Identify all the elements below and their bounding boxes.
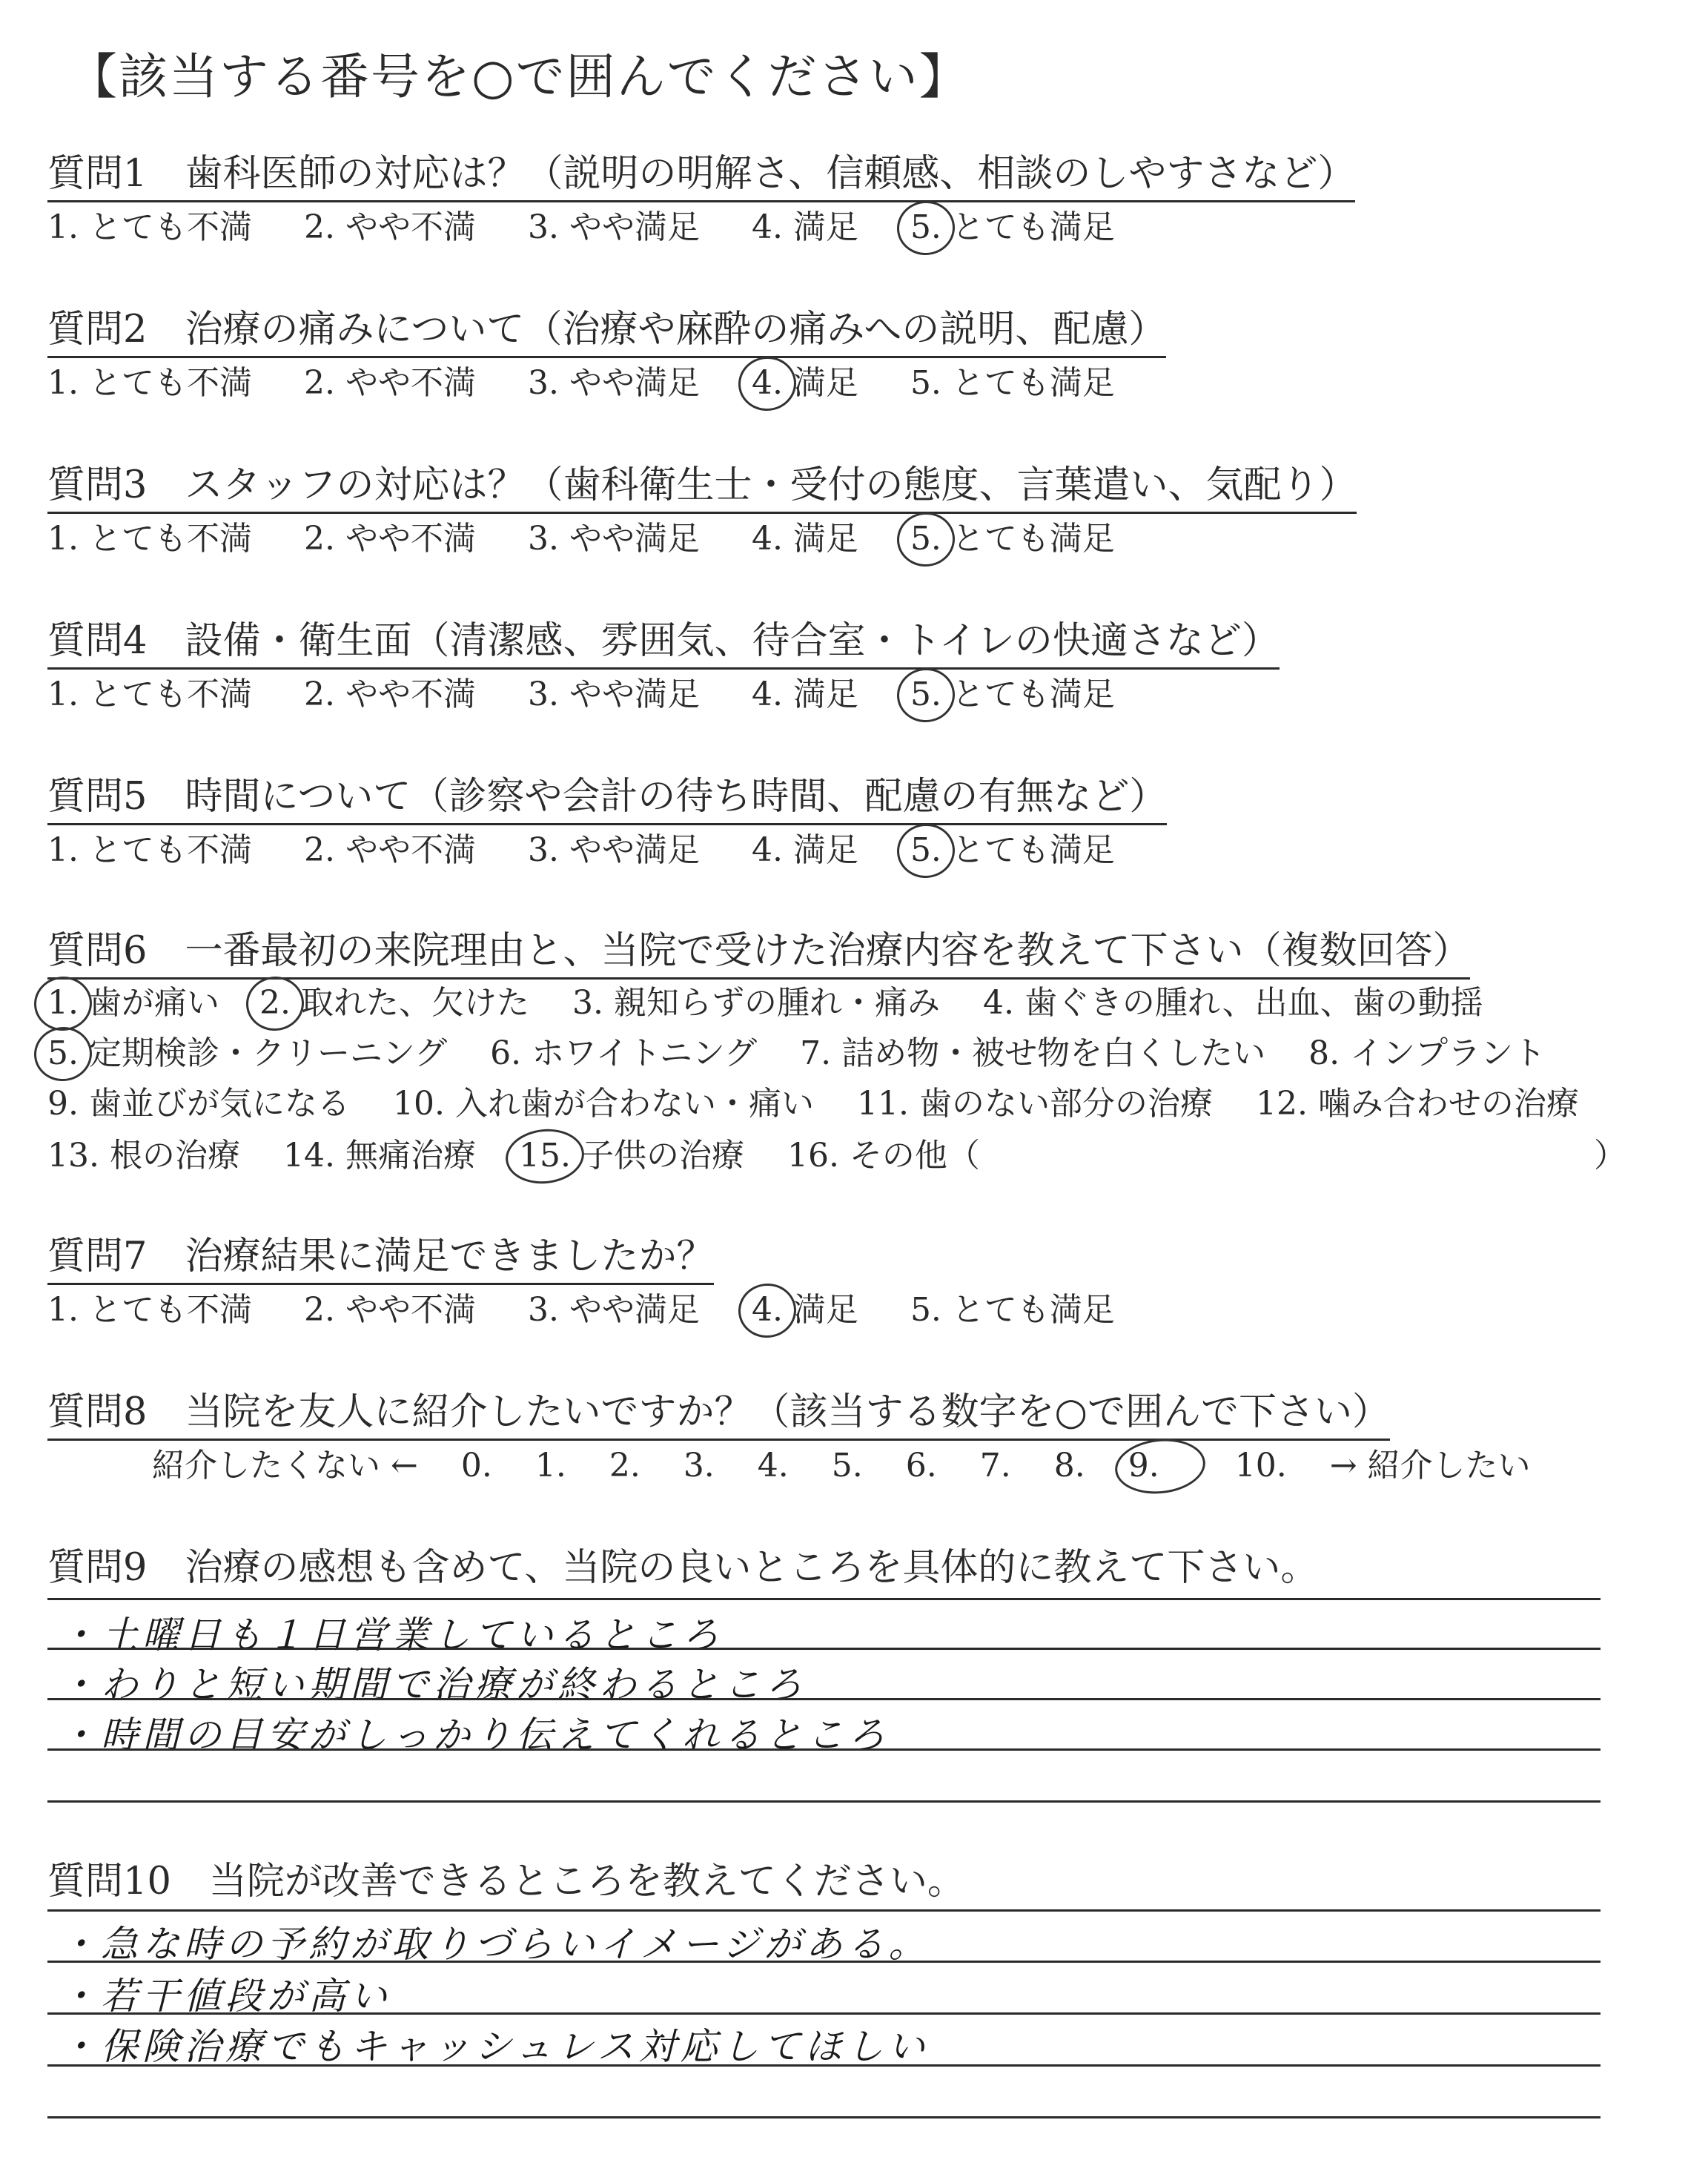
- answer-line: [47, 1961, 1601, 1963]
- q1-heading: 質問1 歯科医師の対応は？（説明の明解さ、信頼感、相談のしやすさなど）: [47, 142, 1355, 202]
- selection-circle: [503, 1126, 586, 1188]
- q6-opt10-num[interactable]: 10.: [392, 1085, 445, 1123]
- selection-circle: [1112, 1435, 1208, 1498]
- q5-opt2-label: やや不満: [345, 831, 476, 869]
- q8-score-6[interactable]: 6.: [905, 1447, 937, 1484]
- answer-line: [47, 1698, 1601, 1700]
- q6-opt1-num-circled[interactable]: [47, 984, 79, 1022]
- q7-opt4-num: 4.: [751, 1291, 783, 1329]
- q7-opt2-num[interactable]: 2.: [303, 1291, 335, 1329]
- selection-circle: [894, 821, 957, 881]
- q8-score-1[interactable]: 1.: [534, 1447, 566, 1484]
- q10-answer-2: ・若干値段が高い: [59, 1975, 391, 2018]
- q4-opt3-label: やや満足: [569, 676, 700, 713]
- q8-score-8[interactable]: 8.: [1053, 1447, 1085, 1484]
- q2-opt4-label: 満足: [792, 364, 858, 402]
- q3-opt5-num: 5.: [910, 520, 941, 558]
- q3-opt2-num[interactable]: 2.: [303, 520, 335, 558]
- selection-circle: [31, 974, 94, 1034]
- q8-score-0[interactable]: 0.: [460, 1447, 492, 1484]
- selection-circle: [894, 198, 957, 258]
- q3-opt1-label: とても不満: [88, 520, 252, 558]
- q6-opt16-close-paren: ）: [1594, 1137, 1626, 1175]
- q6-opt6-num[interactable]: 6.: [490, 1034, 522, 1072]
- q6-row1: [47, 976, 1483, 1023]
- q1-opt4-num[interactable]: 4.: [751, 208, 783, 246]
- q6-opt2-label: 取れた、欠けた: [300, 984, 529, 1022]
- q5-opt4-label: 満足: [792, 831, 858, 869]
- q4-opt1-num[interactable]: 1.: [47, 676, 79, 713]
- q10-heading: 質問10 当院が改善できるところを教えてください。: [47, 1860, 965, 1903]
- q7-opt3-label: やや満足: [569, 1291, 700, 1329]
- q4-opt1-label: とても不満: [88, 676, 252, 713]
- q2-opt4-num: 4.: [751, 364, 783, 402]
- q5-opt4-num[interactable]: 4.: [751, 831, 783, 869]
- q6-opt11-num[interactable]: 11.: [856, 1085, 909, 1123]
- q6-heading: 質問6 一番最初の来院理由と、当院で受けた治療内容を教えて下さい（複数回答）: [47, 919, 1470, 980]
- q6-opt8-num[interactable]: 8.: [1308, 1034, 1340, 1072]
- q2-opt5-label: とても満足: [951, 364, 1115, 402]
- q9-answer-3: ・時間の目安がしっかり伝えてくれるところ: [59, 1714, 890, 1757]
- q6-opt15-num: 15.: [518, 1137, 571, 1175]
- q6-opt13-label: 根の治療: [109, 1137, 240, 1175]
- q8-left-label: 紹介したくない ←: [152, 1447, 418, 1484]
- q8-score-7[interactable]: 7.: [979, 1447, 1011, 1484]
- q6-opt5-num-circled[interactable]: [47, 1034, 79, 1072]
- q3-heading: 質問3 スタッフの対応は？（歯科衛生士・受付の態度、言葉遣い、気配り）: [47, 454, 1357, 514]
- q6-opt12-num[interactable]: 12.: [1255, 1085, 1308, 1123]
- q5-opt3-label: やや満足: [569, 831, 700, 869]
- q6-opt1-label: 歯が痛い: [88, 984, 219, 1022]
- q6-row4: [47, 1129, 980, 1176]
- q6-opt2-num: 2.: [259, 984, 291, 1022]
- q5-opt1-num[interactable]: 1.: [47, 831, 79, 869]
- q6-row3: [47, 1077, 1579, 1124]
- selection-circle: [894, 509, 957, 569]
- q5-opt1-label: とても不満: [88, 831, 252, 869]
- selection-circle: [31, 1024, 94, 1084]
- q3-opt5-label: とても満足: [951, 520, 1115, 558]
- q3-opt5-num-circled[interactable]: [910, 520, 941, 558]
- q1-opt1-num[interactable]: 1.: [47, 208, 79, 246]
- q6-row2: [47, 1026, 1546, 1074]
- page-title: 【該当する番号を○で囲んでください】: [68, 48, 970, 105]
- q1-opt3-label: やや満足: [569, 208, 700, 246]
- q6-opt9-label: 歯並びが気になる: [88, 1085, 350, 1123]
- q3-opt3-label: やや満足: [569, 520, 700, 558]
- q4-opt5-num-circled[interactable]: [910, 676, 941, 713]
- q3-opt1-num[interactable]: 1.: [47, 520, 79, 558]
- q4-opt2-label: やや不満: [345, 676, 476, 713]
- q4-options: [47, 667, 1156, 715]
- q7-opt5-label: とても満足: [951, 1291, 1115, 1329]
- q1-opt2-num[interactable]: 2.: [303, 208, 335, 246]
- q3-opt4-label: 満足: [792, 520, 858, 558]
- q2-opt3-num[interactable]: 3.: [527, 364, 559, 402]
- q7-opt4-label: 満足: [792, 1291, 858, 1329]
- answer-line: [47, 2116, 1601, 2118]
- answer-line: [47, 1800, 1601, 1803]
- q1-opt4-label: 満足: [792, 208, 858, 246]
- q8-right-label: → 紹介したい: [1329, 1447, 1531, 1484]
- q6-opt16-label: その他（: [849, 1137, 980, 1175]
- q5-opt5-label: とても満足: [951, 831, 1115, 869]
- q2-options: [47, 356, 1156, 403]
- q6-opt1-num: 1.: [47, 984, 79, 1022]
- q5-heading: 質問5 時間について（診察や会計の待ち時間、配慮の有無など）: [47, 765, 1167, 825]
- q7-opt1-num[interactable]: 1.: [47, 1291, 79, 1329]
- q2-opt3-label: やや満足: [569, 364, 700, 402]
- q1-opt5-label: とても満足: [951, 208, 1115, 246]
- answer-line: [47, 1909, 1601, 1912]
- q1-options: [47, 200, 1156, 248]
- q10-answer-3: ・保険治療でもキャッシュレス対応してほしい: [59, 2025, 930, 2068]
- q6-opt4-label: 歯ぐきの腫れ、出血、歯の動揺: [1024, 984, 1483, 1022]
- q6-opt11-label: 歯のない部分の治療: [918, 1085, 1213, 1123]
- q6-opt5-num: 5.: [47, 1034, 79, 1072]
- q8-score-2[interactable]: 2.: [609, 1447, 640, 1484]
- q1-opt3-num[interactable]: 3.: [527, 208, 559, 246]
- q5-opt5-num: 5.: [910, 831, 941, 869]
- q4-heading: 質問4 設備・衛生面（清潔感、雰囲気、待合室・トイレの快適さなど）: [47, 610, 1280, 670]
- selection-circle: [735, 354, 798, 414]
- q6-opt3-num[interactable]: 3.: [572, 984, 603, 1022]
- q6-opt9-num[interactable]: 9.: [47, 1085, 79, 1123]
- q1-opt5-num-circled[interactable]: [910, 208, 941, 246]
- q9-heading: 質問9 治療の感想も含めて、当院の良いところを具体的に教えて下さい。: [47, 1546, 1319, 1590]
- q6-opt6-label: ホワイトニング: [532, 1034, 758, 1072]
- q5-opt5-num-circled[interactable]: [910, 831, 941, 869]
- q6-opt2-num-circled[interactable]: [259, 984, 291, 1022]
- q6-opt8-label: インプラント: [1350, 1034, 1546, 1072]
- q5-opt2-num[interactable]: 2.: [303, 831, 335, 869]
- q6-opt3-label: 親知らずの腫れ・痛み: [613, 984, 940, 1022]
- q2-opt4-num-circled[interactable]: [752, 364, 783, 402]
- selection-circle: [894, 665, 957, 725]
- answer-line: [47, 1598, 1601, 1600]
- q6-opt16-num[interactable]: 16.: [787, 1137, 839, 1175]
- q5-options: [47, 823, 1156, 871]
- answer-line: [47, 1748, 1601, 1751]
- q6-opt7-num[interactable]: 7.: [800, 1034, 832, 1072]
- q6-opt14-num[interactable]: 14.: [282, 1137, 335, 1175]
- q3-opt2-label: やや不満: [345, 520, 476, 558]
- q10-answer-1: ・急な時の予約が取りづらいイメージがある。: [59, 1923, 930, 1966]
- q8-score-9-circled[interactable]: [1128, 1447, 1192, 1484]
- q4-opt3-num[interactable]: 3.: [527, 676, 559, 713]
- q1-opt2-label: やや不満: [345, 208, 476, 246]
- q7-heading: 質問7 治療結果に満足できましたか？: [47, 1225, 714, 1285]
- selection-circle: [243, 974, 306, 1034]
- q6-opt15-label: 子供の治療: [580, 1137, 744, 1175]
- selection-circle: [735, 1281, 798, 1341]
- q6-opt15-num-circled[interactable]: [519, 1137, 571, 1175]
- q6-opt4-num[interactable]: 4.: [982, 984, 1014, 1022]
- q9-answer-2: ・わりと短い期間で治療が終わるところ: [59, 1663, 807, 1706]
- q5-opt3-num[interactable]: 3.: [527, 831, 559, 869]
- q9-answer-1: ・土曜日も１日営業しているところ: [59, 1614, 724, 1657]
- answer-line: [47, 2012, 1601, 2015]
- q6-opt13-num[interactable]: 13.: [47, 1137, 99, 1175]
- q8-score-5[interactable]: 5.: [831, 1447, 863, 1484]
- q8-score-10[interactable]: 10.: [1234, 1447, 1287, 1484]
- q8-score-4[interactable]: 4.: [757, 1447, 789, 1484]
- q3-opt4-num[interactable]: 4.: [751, 520, 783, 558]
- q7-opt3-num[interactable]: 3.: [527, 1291, 559, 1329]
- q6-opt14-label: 無痛治療: [345, 1137, 476, 1175]
- q4-opt5-num: 5.: [910, 676, 941, 713]
- q8-scale: [152, 1439, 1563, 1486]
- q2-opt1-num[interactable]: 1.: [47, 364, 79, 402]
- q7-opt2-label: やや不満: [345, 1291, 476, 1329]
- q3-options: [47, 512, 1156, 559]
- q8-heading: 質問8 当院を友人に紹介したいですか？（該当する数字を○で囲んで下さい）: [47, 1381, 1390, 1441]
- answer-line: [47, 2064, 1601, 2067]
- q7-opt4-num-circled[interactable]: [752, 1291, 783, 1329]
- q8-score-9: 9.: [1128, 1447, 1159, 1484]
- q4-opt4-label: 満足: [792, 676, 858, 713]
- q1-opt1-label: とても不満: [88, 208, 252, 246]
- q2-opt1-label: とても不満: [88, 364, 252, 402]
- q2-opt2-label: やや不満: [345, 364, 476, 402]
- q1-opt5-num: 5.: [910, 208, 941, 246]
- q2-opt2-num[interactable]: 2.: [303, 364, 335, 402]
- q7-opt5-num[interactable]: 5.: [910, 1291, 941, 1329]
- q6-opt7-label: 詰め物・被せ物を白くしたい: [841, 1034, 1266, 1072]
- q4-opt4-num[interactable]: 4.: [751, 676, 783, 713]
- q4-opt5-label: とても満足: [951, 676, 1115, 713]
- q8-score-3[interactable]: 3.: [683, 1447, 715, 1484]
- q2-heading: 質問2 治療の痛みについて（治療や麻酔の痛みへの説明、配慮）: [47, 298, 1166, 358]
- q6-opt12-label: 噛み合わせの治療: [1317, 1085, 1579, 1123]
- q6-opt10-label: 入れ歯が合わない・痛い: [454, 1085, 814, 1123]
- answer-line: [47, 1648, 1601, 1650]
- q7-options: [47, 1283, 1156, 1330]
- q4-opt2-num[interactable]: 2.: [303, 676, 335, 713]
- q6-opt5-label: 定期検診・クリーニング: [88, 1034, 448, 1072]
- q7-opt1-label: とても不満: [88, 1291, 252, 1329]
- q3-opt3-num[interactable]: 3.: [527, 520, 559, 558]
- q2-opt5-num[interactable]: 5.: [910, 364, 941, 402]
